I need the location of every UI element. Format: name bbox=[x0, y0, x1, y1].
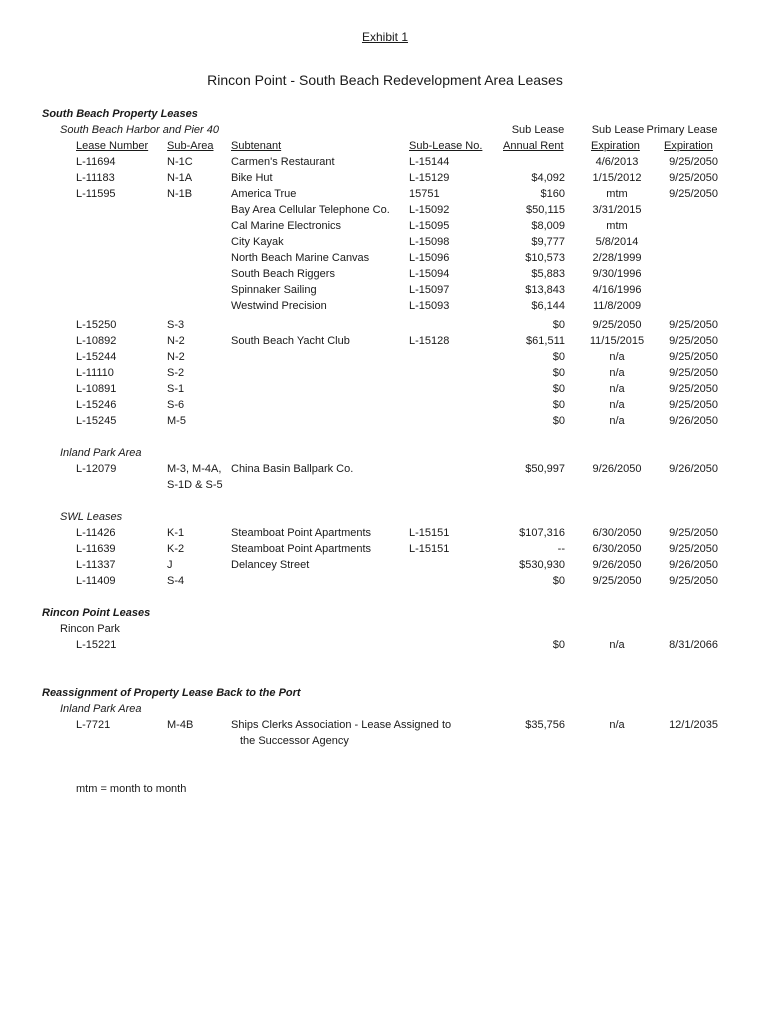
cell-primary-lease-expiration: 9/25/2050 bbox=[669, 399, 718, 411]
cell-primary-lease-expiration: 9/26/2050 bbox=[669, 559, 718, 571]
cell-annual-rent: $0 bbox=[552, 367, 565, 379]
cell-primary-lease-expiration: 9/25/2050 bbox=[669, 543, 718, 555]
cell-subtenant: Bay Area Cellular Telephone Co. bbox=[231, 204, 390, 216]
cell-sub-lease-expiration: n/a bbox=[609, 399, 625, 411]
cell-lease-number: L-15245 bbox=[76, 415, 117, 427]
cell-sub-lease-expiration: n/a bbox=[609, 719, 625, 731]
cell-sub-area: S-3 bbox=[167, 319, 185, 331]
cell-annual-rent: $13,843 bbox=[525, 284, 565, 296]
cell-sub-area: N-1B bbox=[167, 188, 193, 200]
cell-sub-area: J bbox=[167, 559, 173, 571]
cell-lease-number: L-12079 bbox=[76, 463, 117, 475]
cell-subtenant: Ships Clerks Association - Lease Assigned to bbox=[231, 719, 452, 731]
cell-subtenant: Steamboat Point Apartments bbox=[231, 543, 372, 555]
header-sub-area: Sub-Area bbox=[167, 140, 214, 152]
cell-sub-area: N-1C bbox=[167, 156, 193, 168]
cell-lease-number: L-11595 bbox=[76, 188, 116, 200]
header-sub-lease-2: Sub Lease bbox=[591, 124, 645, 136]
cell-sub-lease-expiration: 4/16/1996 bbox=[592, 284, 642, 296]
cell-sub-lease-expiration: n/a bbox=[609, 639, 625, 651]
cell-sub-lease-no: L-15092 bbox=[409, 204, 450, 216]
cell-sub-lease-no: L-15096 bbox=[409, 252, 450, 264]
cell-primary-lease-expiration: 9/25/2050 bbox=[669, 383, 718, 395]
cell-sub-lease-expiration: n/a bbox=[609, 415, 625, 427]
cell-sub-lease-expiration: n/a bbox=[609, 351, 625, 363]
cell-sub-lease-expiration: 5/8/2014 bbox=[595, 236, 639, 248]
cell-annual-rent: $8,009 bbox=[531, 220, 565, 232]
cell-annual-rent: $50,115 bbox=[526, 204, 565, 216]
cell-primary-lease-expiration: 9/25/2050 bbox=[669, 575, 718, 587]
cell-sub-lease-no: L-15129 bbox=[409, 172, 450, 184]
cell-sub-lease-no: L-15151 bbox=[409, 543, 450, 555]
cell-annual-rent: $0 bbox=[552, 351, 565, 363]
header-sub-lease-no: Sub-Lease No. bbox=[409, 140, 483, 152]
cell-sub-lease-expiration: 9/25/2050 bbox=[592, 319, 642, 331]
cell-primary-lease-expiration: 9/25/2050 bbox=[669, 172, 718, 184]
cell-lease-number: L-15250 bbox=[76, 319, 117, 331]
subsection-south-beach-harbor: South Beach Harbor and Pier 40 bbox=[60, 124, 219, 136]
cell-sub-area: K-2 bbox=[167, 543, 185, 555]
cell-sub-lease-no: L-15128 bbox=[409, 335, 450, 347]
cell-subtenant: North Beach Marine Canvas bbox=[231, 252, 370, 264]
cell-sub-lease-expiration: n/a bbox=[609, 367, 625, 379]
cell-subtenant: China Basin Ballpark Co. bbox=[231, 463, 354, 475]
cell-sub-lease-expiration: 1/15/2012 bbox=[592, 172, 642, 184]
cell-primary-lease-expiration: 9/25/2050 bbox=[669, 367, 718, 379]
cell-annual-rent: $5,883 bbox=[531, 268, 565, 280]
subsection-swl: SWL Leases bbox=[60, 511, 123, 523]
header-primary-lease: Primary Lease bbox=[646, 124, 718, 136]
cell-sub-lease-no: L-15093 bbox=[409, 300, 450, 312]
subsection-rincon-park: Rincon Park bbox=[60, 623, 120, 635]
cell-lease-number: L-10891 bbox=[76, 383, 117, 395]
cell-primary-lease-expiration: 9/25/2050 bbox=[669, 351, 718, 363]
cell-lease-number: L-11110 bbox=[76, 367, 114, 379]
cell-annual-rent: $61,511 bbox=[526, 335, 565, 347]
cell-sub-area: S-2 bbox=[167, 367, 185, 379]
cell-subtenant: Westwind Precision bbox=[231, 300, 327, 312]
cell-lease-number: L-15221 bbox=[76, 639, 117, 651]
cell-subtenant: South Beach Yacht Club bbox=[231, 335, 350, 347]
cell-sub-lease-no: L-15151 bbox=[409, 527, 450, 539]
subsection-inland-park-2: Inland Park Area bbox=[60, 703, 142, 715]
cell-lease-number: L-11426 bbox=[76, 527, 116, 539]
header-annual-rent: Annual Rent bbox=[503, 140, 564, 152]
cell-sub-lease-expiration: 11/15/2015 bbox=[589, 335, 645, 347]
cell-subtenant: City Kayak bbox=[231, 236, 284, 248]
header-subtenant: Subtenant bbox=[231, 140, 282, 152]
cell-sub-lease-no: L-15144 bbox=[409, 156, 450, 168]
cell-annual-rent: $9,777 bbox=[531, 236, 565, 248]
cell-sub-lease-expiration: mtm bbox=[606, 220, 628, 232]
cell-primary-lease-expiration: 9/25/2050 bbox=[669, 335, 718, 347]
cell-primary-lease-expiration: 12/1/2035 bbox=[669, 719, 718, 731]
cell-sub-lease-expiration: 6/30/2050 bbox=[592, 527, 642, 539]
cell-primary-lease-expiration: 9/25/2050 bbox=[669, 156, 718, 168]
cell-annual-rent: -- bbox=[557, 543, 565, 555]
cell-primary-lease-expiration: 9/25/2050 bbox=[669, 188, 718, 200]
cell-subtenant: Steamboat Point Apartments bbox=[231, 527, 372, 539]
cell-lease-number: L-11183 bbox=[76, 172, 115, 184]
cell-annual-rent: $0 bbox=[552, 383, 565, 395]
cell-sub-area: N-2 bbox=[167, 335, 185, 347]
exhibit-label: Exhibit 1 bbox=[361, 30, 409, 44]
cell-sub-lease-expiration: n/a bbox=[609, 383, 625, 395]
cell-lease-number: L-7721 bbox=[76, 719, 111, 731]
cell-sub-lease-expiration: 4/6/2013 bbox=[595, 156, 639, 168]
cell-sub-lease-expiration: 9/26/2050 bbox=[592, 463, 642, 475]
cell-subtenant-continued: the Successor Agency bbox=[240, 735, 349, 747]
cell-sub-area: M-3, M-4A, bbox=[167, 463, 222, 475]
cell-annual-rent: $0 bbox=[552, 399, 565, 411]
cell-lease-number: L-15244 bbox=[76, 351, 117, 363]
cell-annual-rent: $4,092 bbox=[531, 172, 565, 184]
footnote: mtm = month to month bbox=[76, 783, 187, 795]
section-rincon: Rincon Point Leases bbox=[42, 607, 151, 619]
cell-lease-number: L-10892 bbox=[76, 335, 117, 347]
cell-sub-area: K-1 bbox=[167, 527, 185, 539]
cell-sub-lease-no: L-15095 bbox=[409, 220, 450, 232]
cell-subtenant: Delancey Street bbox=[231, 559, 310, 571]
cell-annual-rent: $0 bbox=[552, 639, 565, 651]
cell-sub-lease-no: 15751 bbox=[409, 188, 440, 200]
subsection-inland-park: Inland Park Area bbox=[60, 447, 142, 459]
cell-primary-lease-expiration: 9/25/2050 bbox=[669, 319, 718, 331]
header-sub-lease-1: Sub Lease bbox=[511, 124, 565, 136]
cell-primary-lease-expiration: 9/25/2050 bbox=[669, 527, 718, 539]
cell-subtenant: Bike Hut bbox=[231, 172, 273, 184]
cell-sub-lease-expiration: 3/31/2015 bbox=[592, 204, 642, 216]
section-south-beach: South Beach Property Leases bbox=[42, 108, 198, 120]
cell-sub-lease-no: L-15098 bbox=[409, 236, 450, 248]
cell-annual-rent: $530,930 bbox=[519, 559, 565, 571]
cell-lease-number: L-15246 bbox=[76, 399, 117, 411]
cell-annual-rent: $0 bbox=[552, 415, 565, 427]
page-title: Rincon Point - South Beach Redevelopment Area Leases bbox=[207, 72, 563, 88]
cell-annual-rent: $0 bbox=[552, 319, 565, 331]
cell-sub-area: M-4B bbox=[167, 719, 194, 731]
cell-sub-area: M-5 bbox=[167, 415, 186, 427]
cell-subtenant: Spinnaker Sailing bbox=[231, 284, 317, 296]
cell-sub-lease-expiration: 6/30/2050 bbox=[592, 543, 642, 555]
cell-sub-area: S-4 bbox=[167, 575, 185, 587]
cell-subtenant: Carmen's Restaurant bbox=[231, 156, 335, 168]
cell-annual-rent: $0 bbox=[552, 575, 565, 587]
cell-sub-lease-expiration: 9/30/1996 bbox=[592, 268, 642, 280]
cell-sub-lease-expiration: 11/8/2009 bbox=[592, 300, 642, 312]
cell-lease-number: L-11337 bbox=[76, 559, 116, 571]
cell-primary-lease-expiration: 9/26/2050 bbox=[669, 463, 718, 475]
section-reassignment: Reassignment of Property Lease Back to the Port bbox=[42, 687, 301, 699]
cell-sub-area: S-6 bbox=[167, 399, 185, 411]
cell-annual-rent: $107,316 bbox=[519, 527, 565, 539]
cell-lease-number: L-11409 bbox=[76, 575, 116, 587]
header-expiration-1: Expiration bbox=[591, 140, 640, 152]
cell-annual-rent: $50,997 bbox=[525, 463, 565, 475]
cell-sub-area-continued: S-1D & S-5 bbox=[167, 479, 223, 491]
cell-annual-rent: $10,573 bbox=[525, 252, 565, 264]
cell-sub-area: S-1 bbox=[167, 383, 185, 395]
cell-sub-area: N-2 bbox=[167, 351, 185, 363]
cell-annual-rent: $6,144 bbox=[531, 300, 565, 312]
cell-sub-lease-no: L-15094 bbox=[409, 268, 450, 280]
cell-sub-lease-expiration: 2/28/1999 bbox=[592, 252, 642, 264]
cell-sub-lease-expiration: 9/26/2050 bbox=[592, 559, 642, 571]
cell-subtenant: South Beach Riggers bbox=[231, 268, 335, 280]
cell-primary-lease-expiration: 8/31/2066 bbox=[669, 639, 718, 651]
cell-annual-rent: $160 bbox=[540, 188, 565, 200]
cell-sub-lease-expiration: 9/25/2050 bbox=[592, 575, 642, 587]
cell-sub-lease-no: L-15097 bbox=[409, 284, 450, 296]
cell-lease-number: L-11639 bbox=[76, 543, 116, 555]
cell-sub-lease-expiration: mtm bbox=[606, 188, 628, 200]
cell-lease-number: L-11694 bbox=[76, 156, 116, 168]
cell-subtenant: America True bbox=[231, 188, 297, 200]
cell-annual-rent: $35,756 bbox=[525, 719, 565, 731]
header-lease-number: Lease Number bbox=[76, 140, 149, 152]
cell-subtenant: Cal Marine Electronics bbox=[231, 220, 342, 232]
header-expiration-2: Expiration bbox=[664, 140, 713, 152]
cell-sub-area: N-1A bbox=[167, 172, 193, 184]
cell-primary-lease-expiration: 9/26/2050 bbox=[669, 415, 718, 427]
